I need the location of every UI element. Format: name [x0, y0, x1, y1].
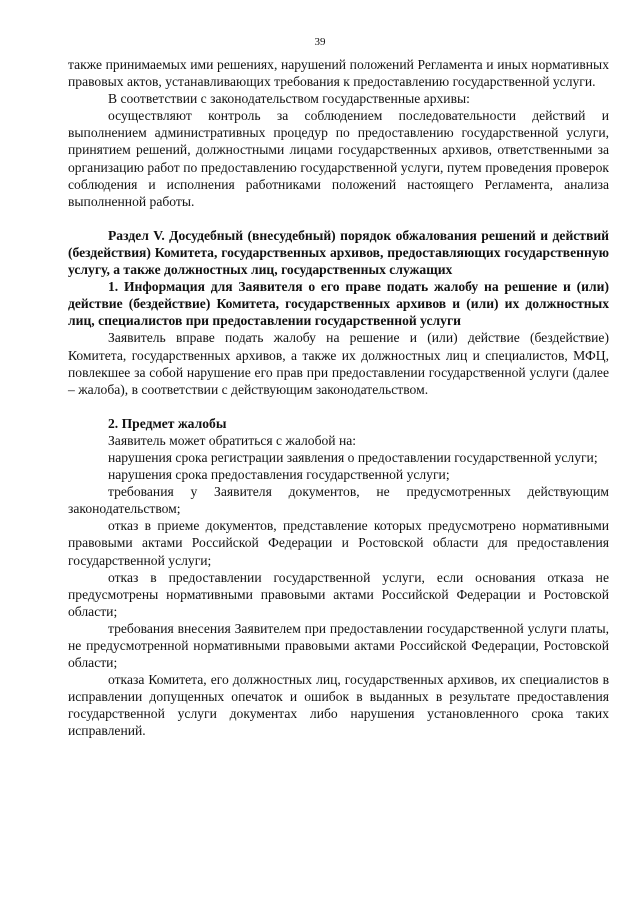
list-item: отказ в предоставлении государственной услуги, если основания отказа не предусмотрены нормативными правовыми актами Российской Федерации и Ростовской области;: [68, 569, 609, 619]
spacer: [68, 398, 609, 415]
list-item: отказ в приеме документов, представление которых предусмотрено нормативными правовыми актами Российской Федерации и Ростовской области для предоставления государственной услуги;: [68, 518, 609, 568]
paragraph: Заявитель вправе подать жалобу на решение и (или) действие (бездействие) Комитета, государственных архивов, а также их должностных лиц и специалистов, МФЦ, повлекшее за собой нарушение его прав при предоставлении государственной услуги (далее – жалоба), в соответствии с действующим законодательством.: [68, 330, 609, 397]
spacer: [68, 210, 609, 227]
page-number: 39: [314, 36, 326, 48]
list-item: отказа Комитета, его должностных лиц, государственных архивов, их специалистов в исправлении допущенных опечаток и ошибок в выданных в результате предоставления государственной услуги документах либо нарушения установленного срока таких исправлений.: [68, 672, 609, 739]
paragraph: Заявитель может обратиться с жалобой на:: [108, 432, 357, 448]
list-item: требования внесения Заявителем при предоставлении государственной услуги платы, не предусмотренной нормативными правовыми актами Российской Федерации, Ростовской области;: [68, 620, 609, 671]
paragraph: осуществляют контроль за соблюдением последовательности действий и выполнением административных процедур по предоставлению государственной услуги, принятием решений, должностными лицами государственных архивов, ответственными за организацию работ по предоставлению государственной услуги, путем проведения проверок соблюдения и исполнения работниками положений настоящего Регламента, анализа выполненной работы.: [68, 108, 609, 209]
paragraph: также принимаемых ими решениях, нарушений положений Регламента и иных нормативных правовых актов, устанавливающих требования к предоставлению государственной услуги.: [68, 57, 609, 90]
section-heading: Раздел V. Досудебный (внесудебный) порядок обжалования решений и действий (бездействия) Комитета, государственных архивов, предоставляющих государственную услугу, а также должностных лиц, государственных служащих: [68, 227, 609, 278]
paragraph: В соответствии с законодательством государственные архивы:: [108, 91, 470, 107]
list-item: нарушения срока регистрации заявления о предоставлении государственной услуги;: [108, 449, 598, 465]
list-item: нарушения срока предоставления государственной услуги;: [108, 467, 450, 483]
document-body: [68, 56, 609, 740]
subsection-heading: 1. Информация для Заявителя о его праве подать жалобу на решение и (или) действие (бездействие) Комитета, государственных архивов и (или) их должностных лиц, специалистов при предоставлении государственной услуги: [68, 279, 609, 329]
list-item: требования у Заявителя документов, не предусмотренных действующим законодательством;: [68, 484, 609, 517]
subsection-heading: 2. Предмет жалобы: [108, 415, 227, 431]
